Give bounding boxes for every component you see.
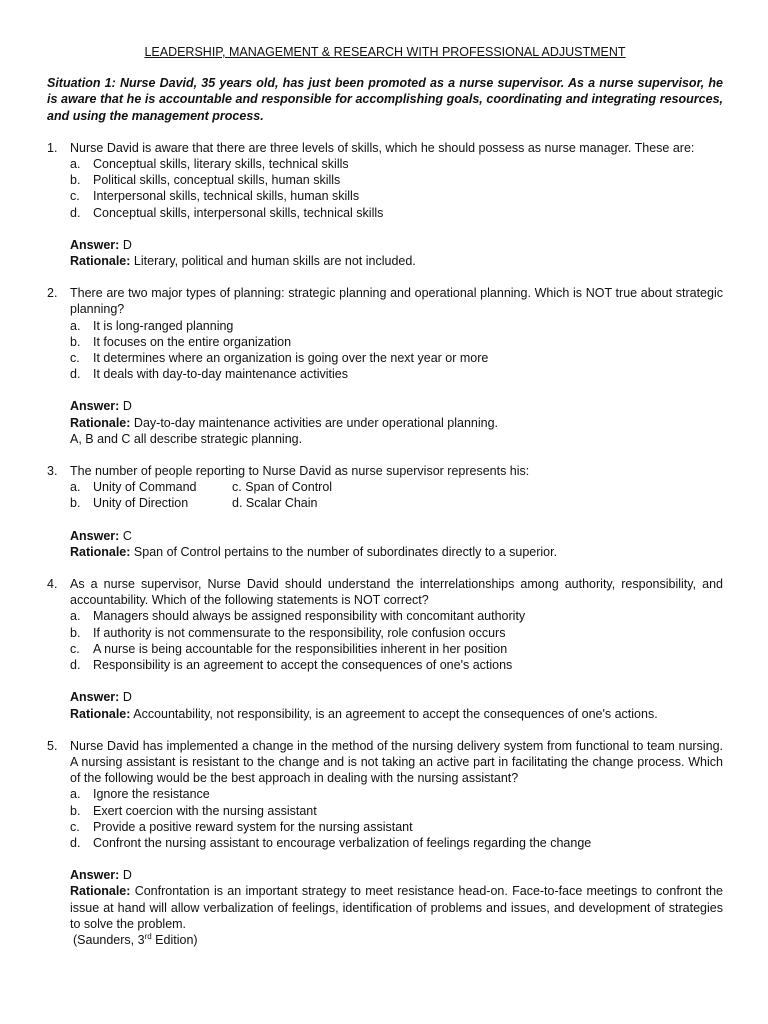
rationale-line [70,544,723,560]
option-letter: d. [70,205,81,220]
rationale-text: Confrontation is an important strategy to meet resistance head-on. Face-to-face meetings to confront the issue at hand will allow verbalization of feelings, identification of problems and issues, and development of strategies to solve the problem. [70,884,723,931]
question-number: 1. [47,140,58,155]
option-letter: a. [70,480,81,495]
option-letter: c. [70,351,80,366]
option-text: Responsibility is an agreement to accept the consequences of one's actions [93,658,513,673]
option-text: Confront the nursing assistant to encourage verbalization of feelings regarding the change [93,835,592,850]
question-number: 3. [47,464,58,479]
option-letter: a. [70,318,81,333]
option-row [70,479,723,495]
answer-line [70,689,723,705]
option-d [70,366,723,382]
option-letter: a. [70,609,81,624]
answer-label: Answer: [70,528,120,543]
option-text: It determines where an organization is going over the next year or more [93,351,489,366]
option-c [232,479,371,495]
option-d [70,835,723,851]
option-text: Exert coercion with the nursing assistant [93,803,317,818]
rationale-label: Rationale: [70,544,131,559]
option-text: It deals with day-to-day maintenance activities [93,367,348,382]
option-text: Managers should always be assigned responsibility with concomitant authority [93,609,526,624]
answer-value: D [122,237,132,252]
option-a [70,608,723,624]
option-a [70,318,723,334]
option-c [70,350,723,366]
option-c [70,188,723,204]
option-text: Unity of Command [93,480,197,495]
option-a [70,156,723,172]
question-5 [47,738,723,948]
option-text: If authority is not commensurate to the responsibility, role confusion occurs [93,625,506,640]
rationale-label: Rationale: [70,254,131,269]
option-text: It focuses on the entire organization [93,334,292,349]
option-text: Span of Control [245,480,333,495]
option-letter: c. [70,641,80,656]
option-text: Conceptual skills, literary skills, technical skills [93,157,349,172]
answer-label: Answer: [70,399,120,414]
option-d [232,495,371,511]
answer-value: D [122,868,132,883]
answer-label: Answer: [70,868,120,883]
option-text: Political skills, conceptual skills, human skills [93,173,341,188]
question-number: 5. [47,738,58,753]
source-prefix: (Saunders, 3 [73,932,145,947]
option-b [70,334,723,350]
answer-value: D [122,690,132,705]
document-title: LEADERSHIP, MANAGEMENT & RESEARCH WITH PROFESSIONAL ADJUSTMENT [144,45,626,59]
option-d [70,657,723,673]
option-b [70,495,232,511]
answer-line [70,398,723,414]
question-text: Nurse David is aware that there are three levels of skills, which he should possess as nurse manager. These are: [70,140,695,155]
option-text: Unity of Direction [93,496,189,511]
question-text: There are two major types of planning: strategic planning and operational planning. Which is NOT true about strategic planning? [70,286,723,317]
option-list [70,608,723,673]
option-letter: b. [70,173,81,188]
option-b [70,625,723,641]
question-1 [47,140,723,269]
option-letter: c. [70,819,80,834]
option-text: A nurse is being accountable for the responsibilities inherent in her position [93,641,508,656]
option-letter: a. [70,787,81,802]
answer-label: Answer: [70,237,120,252]
option-letter: a. [70,157,81,172]
source-suffix: Edition) [151,932,198,947]
answer-line [70,867,723,883]
option-text: Conceptual skills, interpersonal skills, technical skills [93,205,384,220]
option-row [70,495,723,511]
option-list [70,786,723,851]
option-letter: d. [70,658,81,673]
answer-line [70,528,723,544]
situation-paragraph: Situation 1: Nurse David, 35 years old, has just been promoted as a nurse supervisor. As a nurse supervisor, he is aware that he is accountable and responsible for accomplishing goals, coordinating and integrating resources, and using the management process. [47,76,723,123]
option-a [70,479,232,495]
question-text: The number of people reporting to Nurse David as nurse supervisor represents his: [70,464,530,479]
rationale-line [70,706,723,722]
rationale-text: Day-to-day maintenance activities are under operational planning. [133,415,499,430]
source-superscript: rd [144,931,152,941]
question-text: Nurse David has implemented a change in the method of the nursing delivery system from functional to team nursing. A nursing assistant is resistant to the change and is not taking an active part in facilitating the change process. Which of the following would be the best approach in dealing with the nursing assistant? [70,738,723,786]
option-letter: b. [70,496,81,511]
option-b [70,172,723,188]
option-d [70,205,723,221]
option-b [70,803,723,819]
option-letter: b. [70,625,81,640]
rationale-text: Span of Control pertains to the number of subordinates directly to a superior. [133,544,558,559]
source-citation [70,932,723,948]
question-number: 4. [47,577,58,592]
document-page [47,44,723,948]
option-letter: c. [232,480,242,495]
option-a [70,786,723,802]
option-letter: c. [70,189,80,204]
answer-value: D [122,399,132,414]
option-letter: b. [70,334,81,349]
option-letter: d. [70,367,81,382]
question-4 [47,576,723,722]
option-text: Provide a positive reward system for the nursing assistant [93,819,413,834]
option-letter: d. [70,835,81,850]
answer-label: Answer: [70,690,120,705]
rationale-label: Rationale: [70,706,131,721]
rationale-line [70,253,723,269]
rationale-text: Literary, political and human skills are not included. [133,254,416,269]
option-c [70,819,723,835]
option-list [70,156,723,221]
question-2 [47,285,723,447]
option-list [70,318,723,383]
rationale-line [70,883,723,932]
answer-value: C [122,528,132,543]
rationale-extra: A, B and C all describe strategic planning. [70,431,303,446]
option-letter: b. [70,803,81,818]
rationale-line [70,415,723,431]
option-list [70,479,723,511]
option-text: Scalar Chain [245,496,318,511]
option-c [70,641,723,657]
rationale-text: Accountability, not responsibility, is an agreement to accept the consequences of one's actions. [133,706,658,721]
option-text: Ignore the resistance [93,787,210,802]
answer-line [70,237,723,253]
rationale-label: Rationale: [70,884,131,899]
rationale-label: Rationale: [70,415,131,430]
question-3 [47,463,723,560]
option-letter: d. [232,496,243,511]
question-text: As a nurse supervisor, Nurse David should understand the interrelationships among authority, responsibility, and accountability. Which of the following statements is NOT correct? [70,577,723,608]
option-text: It is long-ranged planning [93,318,234,333]
option-text: Interpersonal skills, technical skills, human skills [93,189,360,204]
question-number: 2. [47,286,58,301]
